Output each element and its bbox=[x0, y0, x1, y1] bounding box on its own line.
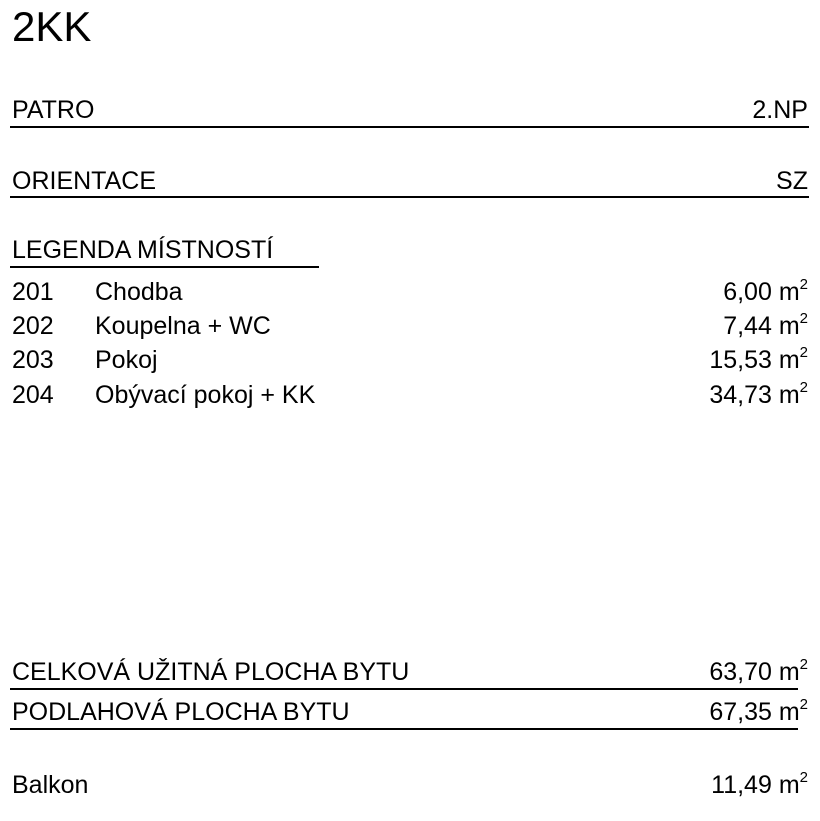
total-usable-area-value: 63,70 $m^2$ bbox=[709, 655, 808, 686]
floor-area-label: PODLAHOVÁ PLOCHA BYTU bbox=[12, 698, 350, 726]
room-legend-title: LEGENDA MÍSTNOSTÍ bbox=[12, 236, 274, 264]
room-number: 204 bbox=[12, 381, 54, 409]
room-legend-underline bbox=[10, 266, 319, 268]
floor-value: 2.NP bbox=[752, 96, 808, 124]
room-number: 203 bbox=[12, 346, 54, 374]
floor-divider bbox=[10, 126, 809, 128]
orientation-value: SZ bbox=[776, 167, 808, 195]
balcony-area: 11,49 $m^2$ bbox=[711, 768, 808, 799]
apartment-type-title: 2KK bbox=[12, 3, 92, 50]
room-name: Pokoj bbox=[95, 346, 158, 374]
room-name: Chodba bbox=[95, 278, 183, 306]
floor-label: PATRO bbox=[12, 96, 95, 124]
orientation-divider bbox=[10, 196, 809, 198]
floor-area-divider bbox=[10, 728, 798, 730]
room-name: Obývací pokoj + KK bbox=[95, 381, 316, 409]
room-number: 201 bbox=[12, 278, 54, 306]
total-usable-area-label: CELKOVÁ UŽITNÁ PLOCHA BYTU bbox=[12, 658, 410, 686]
total-usable-area-divider bbox=[10, 688, 798, 690]
room-name: Koupelna + WC bbox=[95, 312, 271, 340]
room-area: 7,44 $m^2$ bbox=[723, 309, 808, 340]
room-area: 34,73 $m^2$ bbox=[709, 378, 808, 409]
room-area: 6,00 $m^2$ bbox=[723, 275, 808, 306]
room-area: 15,53 $m^2$ bbox=[709, 343, 808, 374]
orientation-label: ORIENTACE bbox=[12, 167, 156, 195]
room-number: 202 bbox=[12, 312, 54, 340]
floor-area-value: 67,35 $m^2$ bbox=[709, 695, 808, 726]
balcony-label: Balkon bbox=[12, 771, 89, 799]
